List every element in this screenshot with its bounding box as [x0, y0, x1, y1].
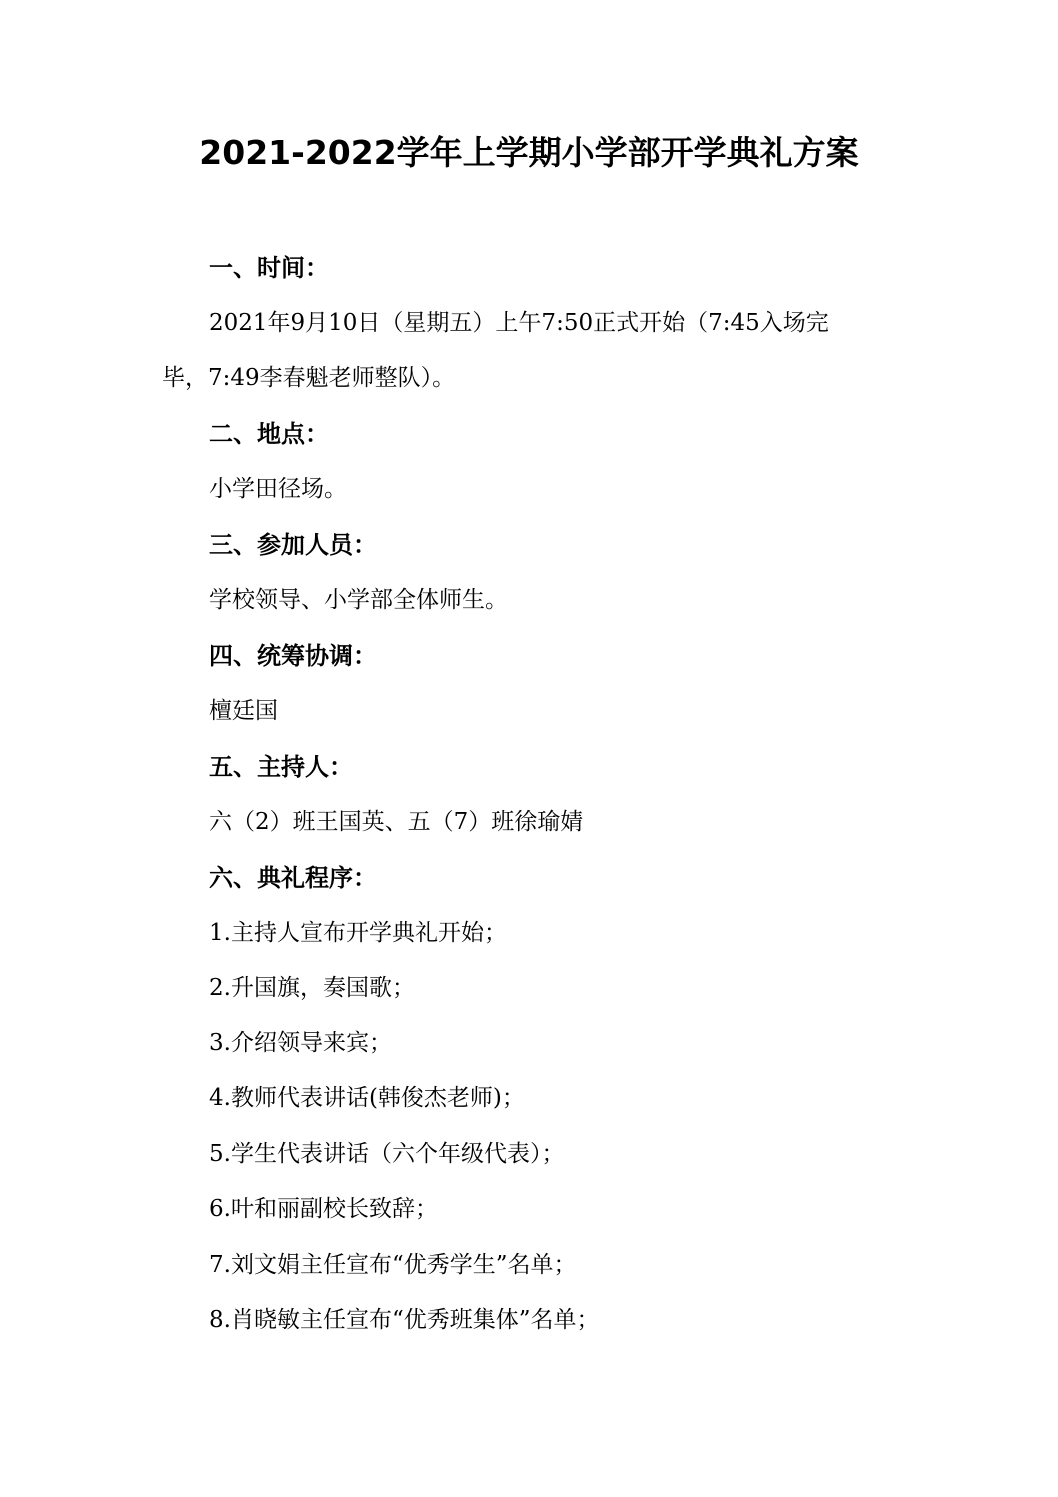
- coordinator-text: 檀廷国: [209, 698, 278, 724]
- section-heading-participants: 三、参加人员：: [209, 531, 377, 559]
- section-heading-coordinator: 四、统筹协调：: [209, 642, 377, 670]
- section-heading-hosts: 五、主持人：: [209, 753, 353, 781]
- section-heading-location: 二、地点：: [209, 420, 329, 448]
- program-item: 4.教师代表讲话(韩俊杰老师)；: [209, 1085, 525, 1111]
- section-heading-time: 一、时间：: [209, 254, 329, 282]
- time-text-line2: 毕，7:49李春魁老师整队）。: [162, 365, 456, 391]
- program-item: 1.主持人宣布开学典礼开始；: [209, 920, 507, 946]
- program-item: 5.学生代表讲话（六个年级代表）；: [209, 1141, 565, 1167]
- program-item: 7.刘文娟主任宣布“优秀学生”名单；: [209, 1252, 577, 1278]
- program-item: 8.肖晓敏主任宣布“优秀班集体”名单；: [209, 1307, 600, 1333]
- program-item: 3.介绍领导来宾；: [209, 1030, 392, 1056]
- location-text: 小学田径场。: [209, 476, 347, 502]
- program-item: 2.升国旗，奏国歌；: [209, 975, 415, 1001]
- hosts-text: 六（2）班王国英、五（7）班徐瑜婧: [209, 809, 584, 835]
- document-title: 2021-2022学年上学期小学部开学典礼方案: [199, 133, 859, 172]
- participants-text: 学校领导、小学部全体师生。: [209, 587, 508, 613]
- time-text-line1: 2021年9月10日（星期五）上午7:50正式开始（7:45入场完: [209, 310, 829, 336]
- program-item: 6.叶和丽副校长致辞；: [209, 1196, 438, 1222]
- section-heading-program: 六、典礼程序：: [209, 864, 377, 892]
